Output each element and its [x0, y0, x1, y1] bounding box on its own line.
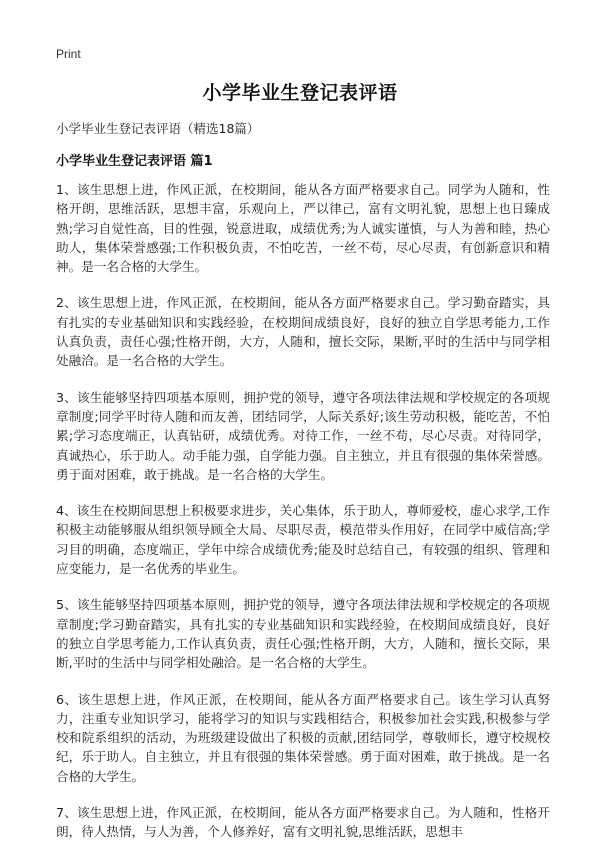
paragraph-2: 2、该生思想上进，作风正派，在校期间，能从各方面严格要求自己。学习勤奋踏实，具有扎实的专业基础知识和实践经验，在校期间成绩良好，良好的独立自学思考能力,工作认真负责，责任心强;性格开朗，大方，人随和，擅长交际，果断,平时的生活中与同学相处融洽。是一名合格的大学生。	[56, 295, 550, 369]
paragraph-6: 6、该生思想上进，作风正派，在校期间，能从各方面严格要求自己。该生学习认真努力，注重专业知识学习，能将学习的知识与实践相结合，积极参加社会实践,积极参与学校和院系组织的活动，为班级建设做出了积极的贡献,团结同学，尊敬师长，遵守校规校纪，乐于助人。自主独立，并且有很强的集体荣誉感。勇于面对困难，敢于挑战。是一名合格的大学生。	[56, 691, 550, 784]
paragraph-3: 3、该生能够坚持四项基本原则，拥护党的领导，遵守各项法律法规和学校规定的各项规章制度;同学平时待人随和而友善，团结同学，人际关系好;该生劳动积极，能吃苦，不怕累;学习态度端正，认真钻研，成绩优秀。对待工作，一丝不苟，尽心尽责。对待同学，真诚热心，乐于助人。动手能力强，自学能力强。自主独立，并且有很强的集体荣誉感。勇于面对困难，敢于挑战。是一名合格的大学生。	[56, 389, 550, 482]
page-title: 小学毕业生登记表评语	[202, 82, 398, 104]
document-body	[56, 180, 550, 859]
paragraph-4: 4、该生在校期间思想上积极要求进步，关心集体，乐于助人，尊师爱校，虚心求学,工作积极主动能够服从组织领导顾全大局、尽职尽责，模范带头作用好，在同学中威信高;学习目的明确，态度端正，学年中综合成绩优秀;能及时总结自己，有较强的组织、管理和应变能力，是一名优秀的毕业生。	[56, 503, 550, 577]
paragraph-7: 7、该生思想上进，作风正派，在校期间，能从各方面严格要求自己。为人随和，性格开朗，待人热情，与人为善，个人修养好，富有文明礼貌,思维活跃，思想丰	[56, 805, 550, 840]
paragraph-1: 1、该生思想上进，作风正派，在校期间，能从各方面严格要求自己。同学为人随和，性格开朗，思维活跃，思想丰富，乐观向上，严以律己，富有文明礼貌，思想上也日臻成熟;学习自觉性高，目的性强，锐意进取，成绩优秀;为人诚实谨慎，与人为善和睦，热心助人，集体荣誉感强;工作积极负责，不怕吃苦，一丝不苟，尽心尽责，有创新意识和精神。是一名合格的大学生。	[56, 182, 550, 275]
section-heading: 小学毕业生登记表评语 篇1	[56, 154, 213, 169]
paragraph-5: 5、该生能够坚持四项基本原则，拥护党的领导，遵守各项法律法规和学校规定的各项规章制度;学习勤奋踏实，具有扎实的专业基础知识和实践经验，在校期间成绩良好，良好的独立自学思考能力,工作认真负责，责任心强;性格开朗，大方，人随和，擅长交际，果断,平时的生活中与同学相处融洽。是一名合格的大学生。	[56, 597, 550, 671]
print-link[interactable]: Print	[56, 47, 81, 61]
document-subtitle: 小学毕业生登记表评语（精选18篇）	[56, 121, 260, 136]
